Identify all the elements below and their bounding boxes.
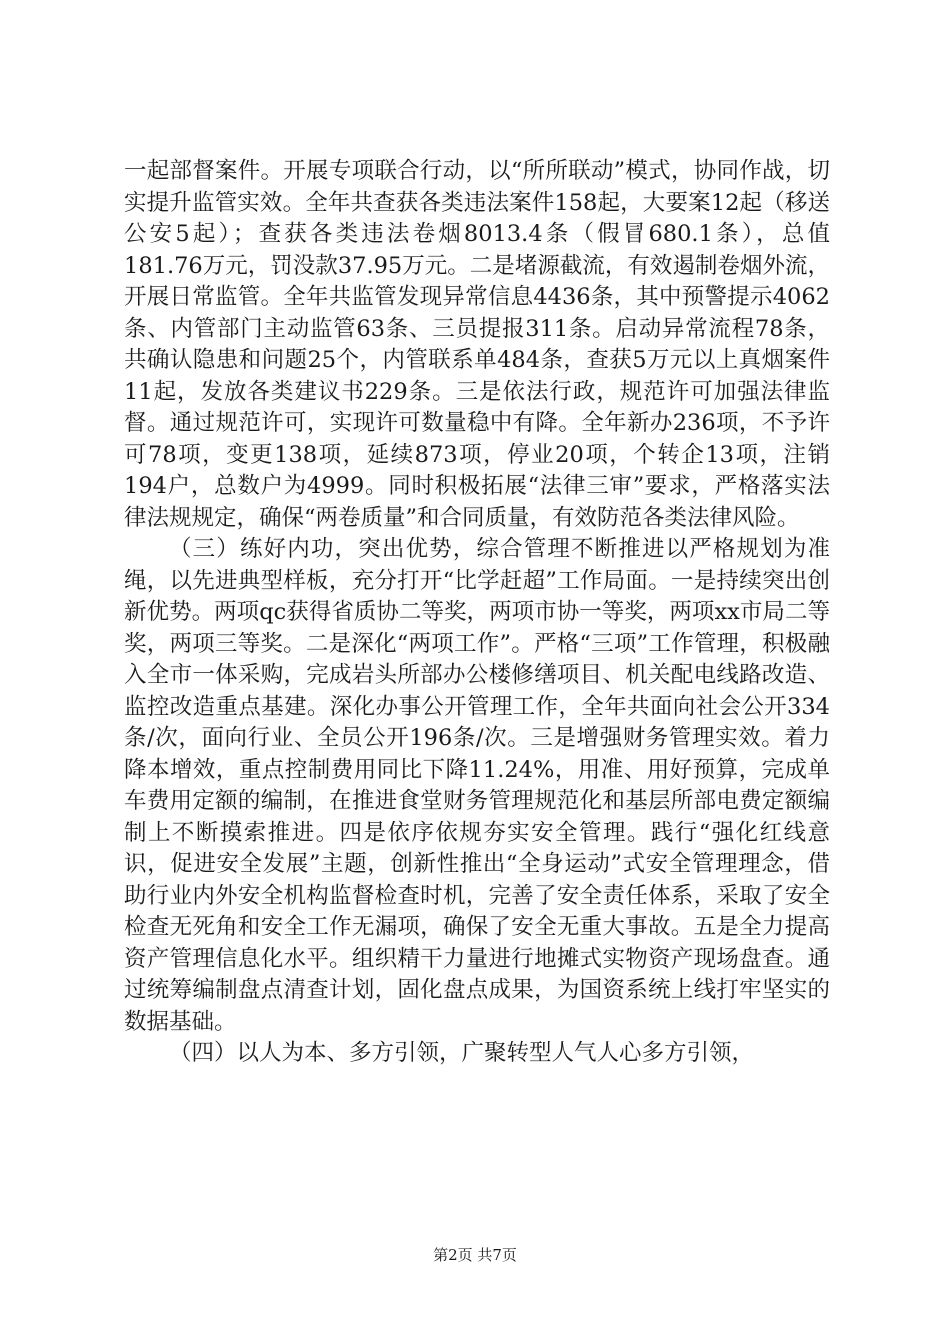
paragraph-continuation: 一起部督案件。开展专项联合行动，以“所所联动”模式，协同作战，切实提升监管实效。全年共查获各类违法案件158起，大要案12起（移送公安5起）；查获各类违法卷烟8013.4条（假冒680.1条），总值181.76万元，罚没款37.95万元。二是堵源截流，有效遏制卷烟外流，开展日常监管。全年共监管发现异常信息4436条，其中预警提示4062条、内管部门主动监管63条、三员提报311条。启动异常流程78条，共确认隐患和问题25个，内管联系单484条，查获5万元以上真烟案件11起，发放各类建议书229条。三是依法行政，规范许可加强法律监督。通过规范许可，实现许可数量稳中有降。全年新办236项，不予许可78项，变更138项，延续873项，停业20项，个转企13项，注销194户，总数户为4999。同时积极拓展“法律三审”要求，严格落实法律法规规定，确保“两卷质量”和合同质量，有效防范各类法律风险。: [124, 158, 830, 531]
body-text: [124, 156, 830, 1070]
paragraph-section-4: （四）以人为本、多方引领，广聚转型人气人心多方引领，: [169, 1040, 755, 1066]
page-footer: 第2页 共7页: [433, 1246, 517, 1264]
paragraph-section-3: （三）练好内功，突出优势，综合管理不断推进以严格规划为准绳，以先进典型样板，充分打开“比学赶超”工作局面。一是持续突出创新优势。两项qc获得省质协二等奖，两项市协一等奖，两项xx市局二等奖，两项三等奖。二是深化“两项工作”。严格“三项”工作管理，积极融入全市一体采购，完成岩头所部办公楼修缮项目、机关配电线路改造、监控改造重点基建。深化办事公开管理工作，全年共面向社会公开334条/次，面向行业、全员公开196条/次。三是增强财务管理实效。着力降本增效，重点控制费用同比下降11.24%，用准、用好预算，完成单车费用定额的编制，在推进食堂财务管理规范化和基层所部电费定额编制上不断摸索推进。四是依序依规夯实安全管理。践行“强化红线意识，促进安全发展”主题，创新性推出“全身运动”式安全管理理念，借助行业内外安全机构监督检查时机，完善了安全责任体系，采取了安全检查无死角和安全工作无漏项，确保了安全无重大事故。五是全力提高资产管理信息化水平。组织精干力量进行地摊式实物资产现场盘查。通过统筹编制盘点清查计划，固化盘点成果，为国资系统上线打牢坚实的数据基础。: [124, 536, 830, 1035]
